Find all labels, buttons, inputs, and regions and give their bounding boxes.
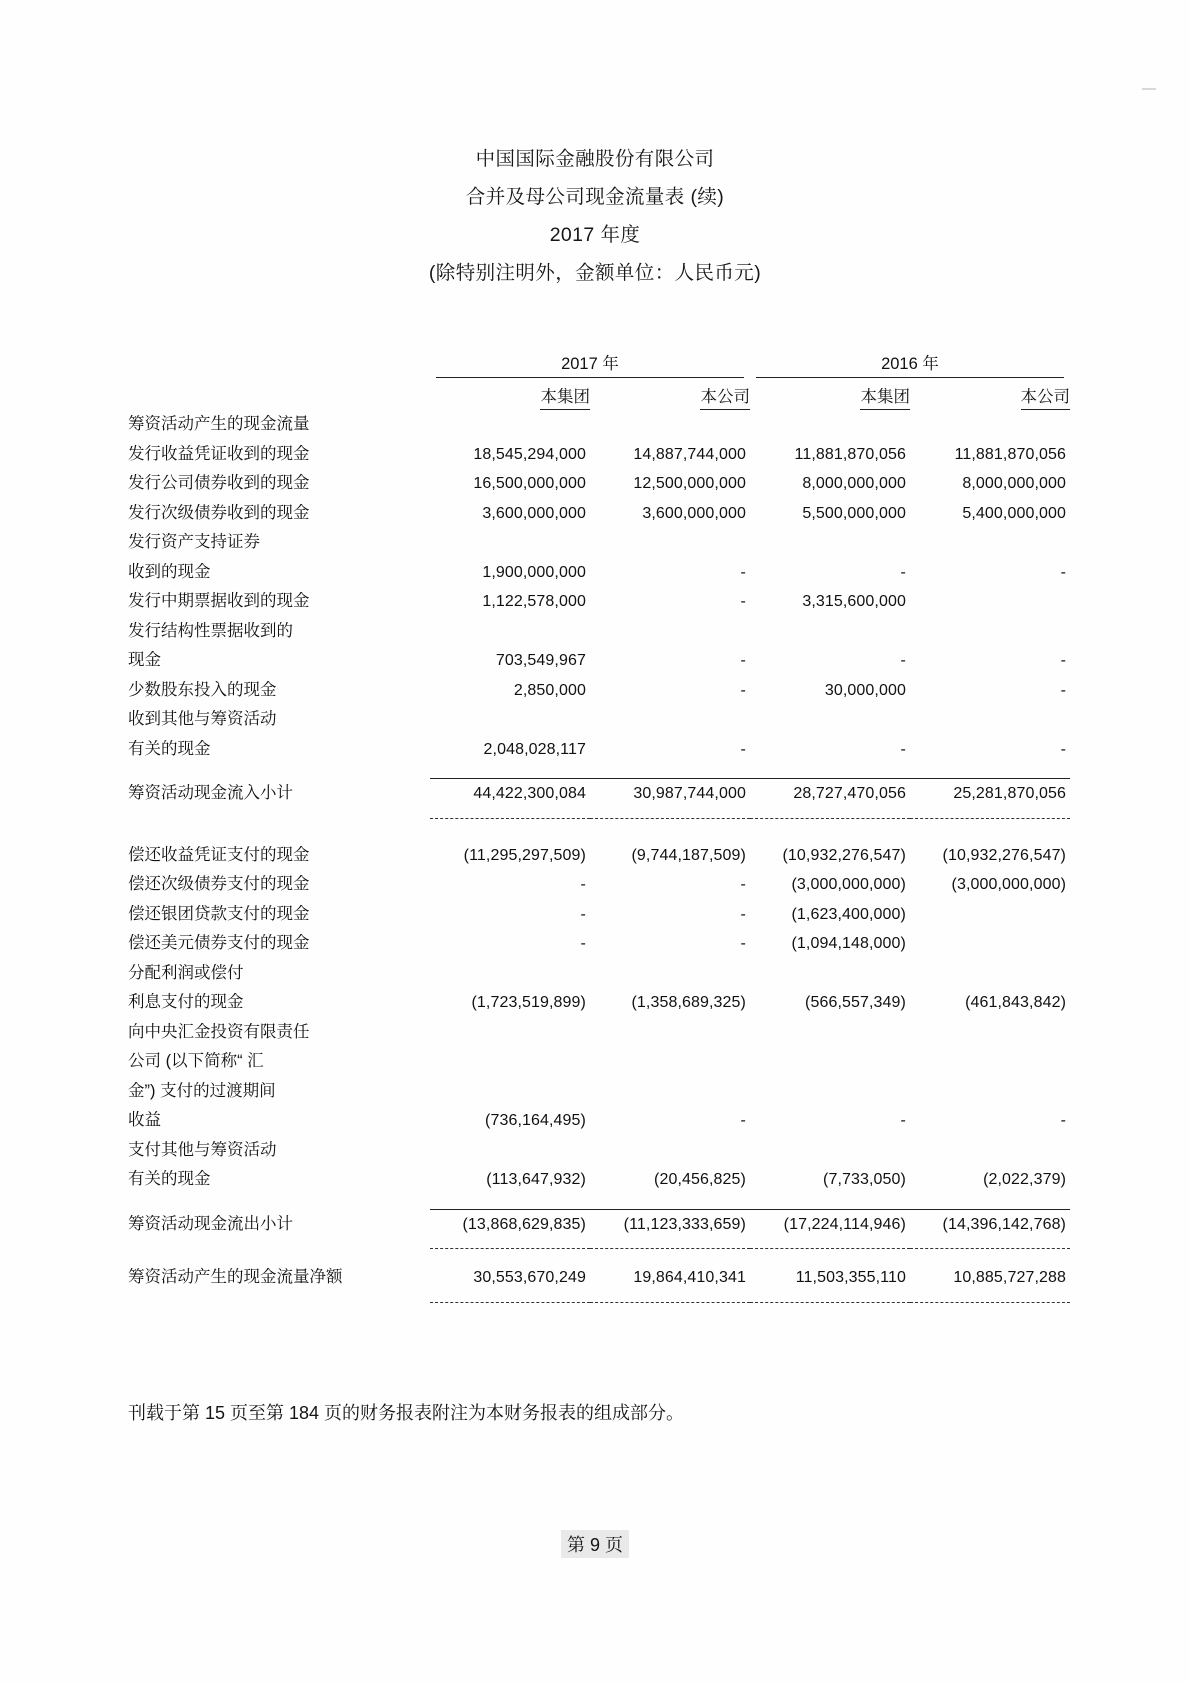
year-header-row xyxy=(128,344,1070,378)
row-value: 2,048,028,117 xyxy=(483,740,586,758)
row-value: 3,315,600,000 xyxy=(802,593,906,611)
row-value xyxy=(750,617,910,647)
table-row xyxy=(128,841,1070,871)
row-value: - xyxy=(580,876,586,894)
row-value: (11,123,333,659) xyxy=(590,1209,750,1239)
spacer xyxy=(128,1249,1070,1264)
row-value xyxy=(750,1077,910,1107)
row-value xyxy=(590,1136,750,1166)
spacer-after-subtotal-in xyxy=(128,818,1070,841)
row-value: 30,000,000 xyxy=(824,681,906,699)
row-value: (736,164,495) xyxy=(485,1112,586,1130)
row-value: 1,900,000,000 xyxy=(482,563,586,581)
row-value xyxy=(430,1047,590,1077)
row-value: (1,623,400,000) xyxy=(791,905,906,923)
subtotal-inflow-row xyxy=(128,779,1070,809)
table-row xyxy=(128,870,1070,900)
row-value: - xyxy=(740,681,746,699)
row-label: 发行收益凭证收到的现金 xyxy=(128,444,310,463)
row-value xyxy=(910,617,1070,647)
column-header xyxy=(750,378,910,410)
row-value xyxy=(590,959,750,989)
row-value xyxy=(910,1047,1070,1077)
column-header xyxy=(590,378,750,410)
row-label: 公司 (以下简称“ 汇 xyxy=(128,1052,264,1071)
row-value xyxy=(590,1018,750,1048)
row-value xyxy=(590,1239,750,1249)
page-number xyxy=(0,1530,1190,1558)
row-value xyxy=(590,1293,750,1303)
row-value xyxy=(590,410,750,440)
row-label xyxy=(128,1239,430,1249)
statement-units: (除特别注明外，金额单位：人民币元) xyxy=(428,262,762,285)
statement-header xyxy=(0,0,1190,292)
table-row xyxy=(128,528,1070,558)
row-label: 现金 xyxy=(128,651,161,670)
row-value xyxy=(590,1077,750,1107)
table-row xyxy=(128,469,1070,499)
row-value: 1,122,578,000 xyxy=(482,593,586,611)
subtotal-outflow-underline xyxy=(128,1239,1070,1249)
row-value xyxy=(910,705,1070,735)
row-label: 发行公司债券收到的现金 xyxy=(128,474,310,493)
corner-cell xyxy=(128,378,430,410)
spacer xyxy=(128,764,1070,779)
row-value xyxy=(750,528,910,558)
table-row xyxy=(128,1047,1070,1077)
row-label: 有关的现金 xyxy=(128,1170,211,1189)
net-cash-flow-underline xyxy=(128,1293,1070,1303)
row-value xyxy=(750,1018,910,1048)
row-label: 偿还收益凭证支付的现金 xyxy=(128,845,310,864)
row-value: (14,396,142,768) xyxy=(910,1209,1070,1239)
row-label: 筹资活动现金流出小计 xyxy=(128,1214,293,1233)
subtotal-outflow-row xyxy=(128,1209,1070,1239)
column-header xyxy=(910,378,1070,410)
row-value: 30,553,670,249 xyxy=(473,1269,586,1287)
row-value: (566,557,349) xyxy=(805,994,906,1012)
row-value: (2,022,379) xyxy=(983,1171,1066,1189)
column-header-label: 本集团 xyxy=(860,383,910,410)
row-label: 偿还次级债券支付的现金 xyxy=(128,875,310,894)
row-value xyxy=(590,617,750,647)
row-value: (11,295,297,509) xyxy=(463,846,586,864)
row-value: - xyxy=(740,652,746,670)
row-value: (1,358,689,325) xyxy=(631,994,746,1012)
row-label: 收到的现金 xyxy=(128,562,211,581)
row-value xyxy=(590,809,750,819)
row-value: - xyxy=(740,935,746,953)
row-value: (461,843,842) xyxy=(965,994,1066,1012)
row-label: 分配利润或偿付 xyxy=(128,963,244,982)
cash-flow-table-body xyxy=(128,344,1070,1302)
row-value: 3,600,000,000 xyxy=(482,504,586,522)
row-value xyxy=(750,1047,910,1077)
row-value xyxy=(910,587,1070,617)
row-value xyxy=(910,809,1070,819)
table-row xyxy=(128,499,1070,529)
column-header-label: 本集团 xyxy=(540,383,590,410)
row-value xyxy=(750,705,910,735)
row-value: 11,503,355,110 xyxy=(795,1269,906,1287)
footnote: 刊载于第 15 页至第 184 页的财务报表附注为本财务报表的组成部分。 xyxy=(128,1402,685,1423)
row-value: - xyxy=(900,1112,906,1130)
table-row xyxy=(128,587,1070,617)
year-header xyxy=(750,344,1070,378)
row-label: 筹资活动现金流入小计 xyxy=(128,784,293,803)
row-value xyxy=(750,410,910,440)
row-value xyxy=(430,959,590,989)
row-label: 利息支付的现金 xyxy=(128,993,244,1012)
cash-flow-table-wrap xyxy=(0,344,1190,1303)
row-label: 金”) 支付的过渡期间 xyxy=(128,1081,276,1100)
row-value: (9,744,187,509) xyxy=(631,846,746,864)
year-header xyxy=(430,344,750,378)
page-number-label: 第 9 页 xyxy=(561,1530,629,1558)
row-value xyxy=(910,1239,1070,1249)
row-value: - xyxy=(1060,563,1066,581)
year-header-label: 2016 年 xyxy=(756,350,1064,378)
scan-edge-mark xyxy=(1142,88,1156,90)
row-value xyxy=(590,528,750,558)
row-value: 5,500,000,000 xyxy=(802,504,906,522)
row-value: - xyxy=(1060,1112,1066,1130)
row-value: 30,987,744,000 xyxy=(590,779,750,809)
row-value xyxy=(430,1136,590,1166)
row-value: (10,932,276,547) xyxy=(942,846,1066,864)
row-label: 偿还美元债券支付的现金 xyxy=(128,934,310,953)
row-value: 12,500,000,000 xyxy=(633,475,746,493)
table-row xyxy=(128,1165,1070,1195)
row-label xyxy=(128,1293,430,1303)
row-label: 筹资活动产生的现金流量净额 xyxy=(128,1268,343,1287)
row-value xyxy=(910,1293,1070,1303)
row-value xyxy=(750,1239,910,1249)
row-value xyxy=(910,410,1070,440)
row-value: (10,932,276,547) xyxy=(782,846,906,864)
row-label: 发行中期票据收到的现金 xyxy=(128,592,310,611)
row-value: - xyxy=(1060,681,1066,699)
row-value: (3,000,000,000) xyxy=(951,876,1066,894)
row-value: - xyxy=(740,593,746,611)
spacer-before-net xyxy=(128,1249,1070,1264)
net-cash-flow-row xyxy=(128,1263,1070,1293)
row-label: 偿还银团贷款支付的现金 xyxy=(128,904,310,923)
row-label: 收益 xyxy=(128,1111,161,1130)
spacer xyxy=(128,1195,1070,1210)
table-row xyxy=(128,705,1070,735)
table-row xyxy=(128,988,1070,1018)
row-label xyxy=(128,809,430,819)
row-label: 筹资活动产生的现金流量 xyxy=(128,415,310,434)
table-row xyxy=(128,735,1070,765)
row-value: (7,733,050) xyxy=(823,1171,906,1189)
table-row xyxy=(128,929,1070,959)
row-label: 少数股东投入的现金 xyxy=(128,680,277,699)
row-value: - xyxy=(740,1112,746,1130)
row-value xyxy=(750,809,910,819)
row-value: (1,723,519,899) xyxy=(471,994,586,1012)
row-value xyxy=(590,705,750,735)
row-label: 发行结构性票据收到的 xyxy=(128,621,293,640)
column-header xyxy=(430,378,590,410)
row-value xyxy=(750,1136,910,1166)
row-value: - xyxy=(1060,652,1066,670)
row-value: 14,887,744,000 xyxy=(633,445,746,463)
row-value: (1,094,148,000) xyxy=(791,935,906,953)
column-header-label: 本公司 xyxy=(1021,383,1071,410)
row-value: - xyxy=(740,876,746,894)
row-value xyxy=(430,528,590,558)
row-value xyxy=(430,617,590,647)
row-value xyxy=(750,959,910,989)
table-row xyxy=(128,900,1070,930)
cash-flow-table xyxy=(128,344,1070,1303)
table-row xyxy=(128,558,1070,588)
row-value: 2,850,000 xyxy=(513,681,586,699)
row-value: 44,422,300,084 xyxy=(430,779,590,809)
row-value xyxy=(430,705,590,735)
row-value xyxy=(430,410,590,440)
row-value xyxy=(910,900,1070,930)
row-value: - xyxy=(740,563,746,581)
row-value xyxy=(910,1136,1070,1166)
row-label: 向中央汇金投资有限责任 xyxy=(128,1022,310,1041)
table-row xyxy=(128,617,1070,647)
corner-cell xyxy=(128,344,430,378)
row-value: 5,400,000,000 xyxy=(962,504,1066,522)
row-value: (20,456,825) xyxy=(654,1171,746,1189)
row-value xyxy=(430,1077,590,1107)
row-label: 支付其他与筹资活动 xyxy=(128,1140,277,1159)
row-value: (13,868,629,835) xyxy=(430,1209,590,1239)
subtotal-inflow-underline xyxy=(128,809,1070,819)
row-value xyxy=(910,528,1070,558)
row-value: - xyxy=(740,740,746,758)
statement-title: 合并及母公司现金流量表 (续) xyxy=(465,186,725,209)
table-row xyxy=(128,1018,1070,1048)
section-title-row xyxy=(128,410,1070,440)
row-value: - xyxy=(580,935,586,953)
row-value xyxy=(430,1018,590,1048)
spacer-before-subtotal-out xyxy=(128,1195,1070,1210)
spacer-before-subtotal-in xyxy=(128,764,1070,779)
table-row xyxy=(128,440,1070,470)
row-value: - xyxy=(1060,740,1066,758)
row-value: (113,647,932) xyxy=(486,1171,586,1189)
row-label: 有关的现金 xyxy=(128,739,211,758)
row-label: 发行资产支持证券 xyxy=(128,533,260,552)
row-value: 19,864,410,341 xyxy=(633,1269,746,1287)
column-header-label: 本公司 xyxy=(700,383,750,410)
row-value xyxy=(910,1077,1070,1107)
row-value: 18,545,294,000 xyxy=(473,445,586,463)
statement-period: 2017 年度 xyxy=(549,224,641,247)
row-value: 8,000,000,000 xyxy=(802,475,906,493)
row-value: (3,000,000,000) xyxy=(791,876,906,894)
row-value: 3,600,000,000 xyxy=(642,504,746,522)
row-label: 发行次级债券收到的现金 xyxy=(128,503,310,522)
row-value xyxy=(430,1293,590,1303)
row-value: - xyxy=(580,905,586,923)
row-value: - xyxy=(740,905,746,923)
table-row xyxy=(128,676,1070,706)
table-row xyxy=(128,646,1070,676)
table-row xyxy=(128,1136,1070,1166)
row-value: 25,281,870,056 xyxy=(910,779,1070,809)
row-value xyxy=(590,1047,750,1077)
row-value: - xyxy=(900,740,906,758)
row-value: 11,881,870,056 xyxy=(794,445,906,463)
row-value xyxy=(750,1293,910,1303)
row-value: 11,881,870,056 xyxy=(954,445,1066,463)
row-value: 8,000,000,000 xyxy=(962,475,1066,493)
table-row xyxy=(128,959,1070,989)
row-value: 10,885,727,288 xyxy=(953,1269,1066,1287)
company-name: 中国国际金融股份有限公司 xyxy=(475,148,715,170)
row-value xyxy=(430,1239,590,1249)
spacer xyxy=(128,818,1070,841)
row-value: - xyxy=(900,652,906,670)
row-value: 28,727,470,056 xyxy=(750,779,910,809)
row-value: - xyxy=(900,563,906,581)
row-value xyxy=(910,929,1070,959)
year-header-label: 2017 年 xyxy=(436,350,744,378)
row-value xyxy=(430,809,590,819)
row-value xyxy=(910,1018,1070,1048)
row-value: (17,224,114,946) xyxy=(750,1209,910,1239)
table-row xyxy=(128,1106,1070,1136)
row-value: 703,549,967 xyxy=(495,652,586,670)
row-value: 16,500,000,000 xyxy=(473,475,586,493)
column-header-row xyxy=(128,378,1070,410)
row-label: 收到其他与筹资活动 xyxy=(128,710,277,729)
row-value xyxy=(910,959,1070,989)
table-row xyxy=(128,1077,1070,1107)
